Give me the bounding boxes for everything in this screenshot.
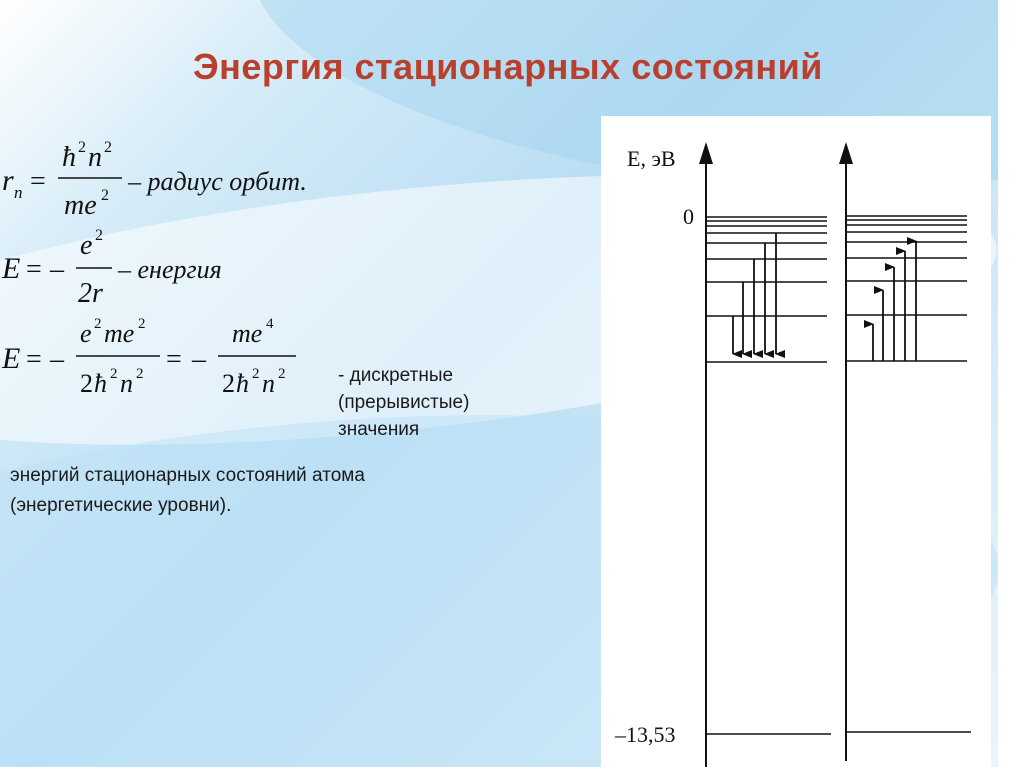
svg-text:2: 2 [78,139,86,156]
svg-text:me: me [104,319,135,348]
svg-text:n: n [120,369,133,398]
ground-level-label: –13,53 [615,722,676,747]
right-axis-arrowhead [839,142,853,164]
energy-levels-description: энергий стационарных состояний атома (энергетические уровни). [10,465,365,516]
discrete-values-note: - дискретные (прерывистые) значения [338,365,470,440]
svg-text:–: – [50,254,64,285]
svg-text:=: = [30,166,46,197]
svg-text:2: 2 [138,316,146,332]
svg-text:2: 2 [110,366,118,382]
svg-text:2: 2 [94,316,102,332]
svg-text:=: = [26,344,42,375]
svg-text:ħ: ħ [236,369,249,398]
svg-text:E: E [2,342,21,375]
svg-text:4: 4 [266,316,274,332]
svg-text:n: n [88,142,102,173]
svg-text:2r: 2r [78,278,103,309]
energy-level-diagram [601,116,991,767]
svg-text:ħ: ħ [94,369,107,398]
svg-text:e: e [80,230,93,261]
svg-text:n: n [14,183,23,202]
svg-text:–: – [192,344,206,375]
axis-label: E, эВ [627,146,676,171]
radius-caption: – радиус орбит. [128,167,307,196]
svg-text:2: 2 [95,227,103,244]
svg-text:=: = [26,254,42,285]
svg-text:r: r [2,164,14,197]
svg-text:ħ: ħ [62,142,76,173]
svg-text:n: n [262,369,275,398]
formula-block [0,120,360,410]
svg-text:2: 2 [222,369,235,398]
energy-formula [1,227,222,309]
energy-caption: – енергия [118,255,222,284]
svg-text:me: me [232,319,263,348]
left-energy-levels [706,217,831,734]
svg-text:2: 2 [136,366,144,382]
svg-text:me: me [64,190,97,221]
left-axis-arrowhead [699,142,713,164]
svg-text:e: e [80,319,92,348]
slide-title: Энергия стационарных состояний [193,46,823,87]
svg-text:E: E [2,252,21,285]
svg-text:–: – [50,344,64,375]
svg-text:2: 2 [101,187,109,204]
svg-text:2: 2 [278,366,286,382]
top-level-label: 0 [683,204,694,229]
emission-arrows [733,233,776,354]
slide-edge [998,0,1024,767]
energy-levels-formula [1,316,296,398]
absorption-arrows [873,241,916,361]
svg-text:=: = [166,344,182,375]
right-energy-levels [846,216,971,732]
radius-formula [2,139,307,221]
svg-text:2: 2 [252,366,260,382]
svg-text:2: 2 [80,369,93,398]
svg-text:2: 2 [104,139,112,156]
